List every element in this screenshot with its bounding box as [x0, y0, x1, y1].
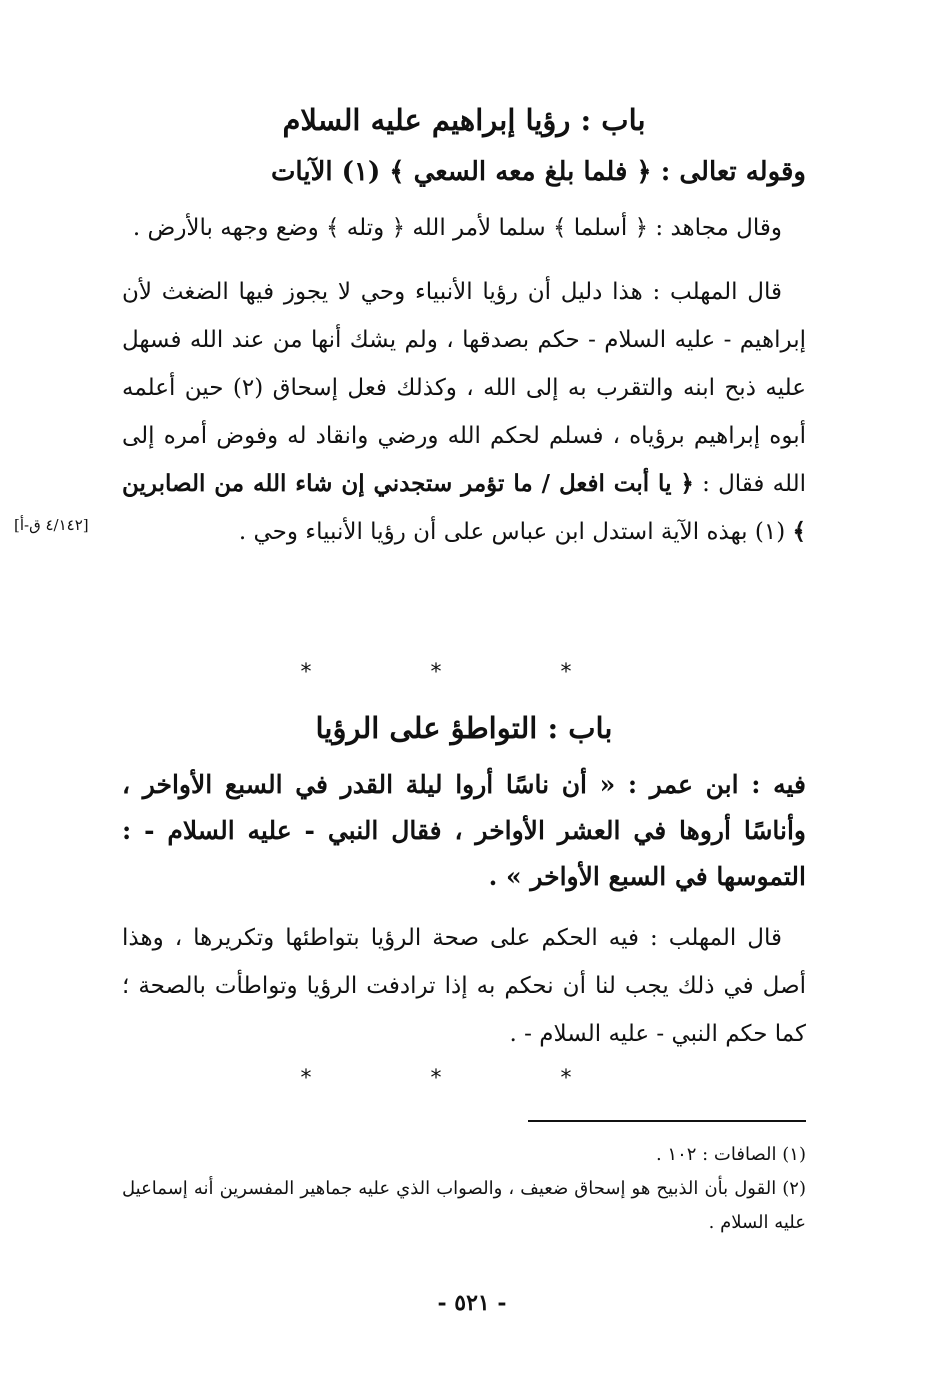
- manuscript-margin-reference: [٤/١٤٢ ق-أ]: [14, 516, 89, 534]
- section-ibrahim-vision: [122, 94, 806, 556]
- muhallab-text-part1: قال المهلب : هذا دليل أن رؤيا الأنبياء وحي لا يجوز فيها الضغث لأن إبراهيم - عليه السلام - حكم بصدقها ، ولم يشك أنها من عند الله فسهل عليه ذبح ابنه والتقرب به إلى الله ، وكذلك فعل إسحاق (٢) حين أعلمه أبوه إبراهيم برؤياه ، فسلم لحكم الله ورضي وانقاد له وفوض أمره إلى الله فقال :: [122, 279, 806, 497]
- page-number: - ٥٢١ -: [437, 1290, 507, 1316]
- footnote-2: (٢) القول بأن الذبيح هو إسحاق ضعيف ، والصواب الذي عليه جماهير المفسرين أنه إسماعيل عليه السلام .: [122, 1178, 806, 1233]
- chapter-heading: باب : رؤيا إبراهيم عليه السلام: [282, 103, 646, 137]
- muhallab-paragraph: [122, 268, 806, 556]
- footnote-1: (١) الصافات : ١٠٢ .: [655, 1144, 806, 1165]
- section-separator: * * *: [300, 660, 628, 685]
- section-separator: * * *: [300, 1066, 628, 1091]
- footnote-divider: [528, 1120, 806, 1122]
- mujahid-paragraph: وقال مجاهد : ﴿ أسلما ﴾ سلما لأمر الله ﴿ وتله ﴾ وضع وجهه بالأرض .: [132, 215, 782, 241]
- ibn-umar-hadith: فيه : ابن عمر : « أن ناسًا أروا ليلة القدر في السبع الأواخر ، وأناسًا أروها في العشر الأواخر ، فقال النبي - عليه السلام - : التموسها في السبع الأواخر » .: [122, 770, 806, 891]
- chapter-heading: باب : التواطؤ على الرؤيا: [315, 711, 613, 745]
- muhallab-text-part2: (١) بهذه الآية استدل ابن عباس على أن رؤيا الأنبياء وحي .: [238, 519, 793, 545]
- verse-subheading: وقوله تعالى : ﴿ فلما بلغ معه السعي ﴾ (١) الآيات: [270, 157, 806, 187]
- footnotes: [122, 1138, 806, 1240]
- section-tawatu: [122, 702, 806, 1058]
- muhallab-paragraph: قال المهلب : فيه الحكم على صحة الرؤيا بتواطئها وتكريرها ، وهذا أصل في ذلك يجب لنا أن نحكم به إذا ترادفت الرؤيا وتواطأت بالصحة ؛ كما حكم النبي - عليه السلام - .: [122, 925, 806, 1047]
- quranic-quote: ﴿ يا أبت افعل / ما تؤمر ستجدني إن شاء الله من الصابرين ﴾: [122, 470, 806, 545]
